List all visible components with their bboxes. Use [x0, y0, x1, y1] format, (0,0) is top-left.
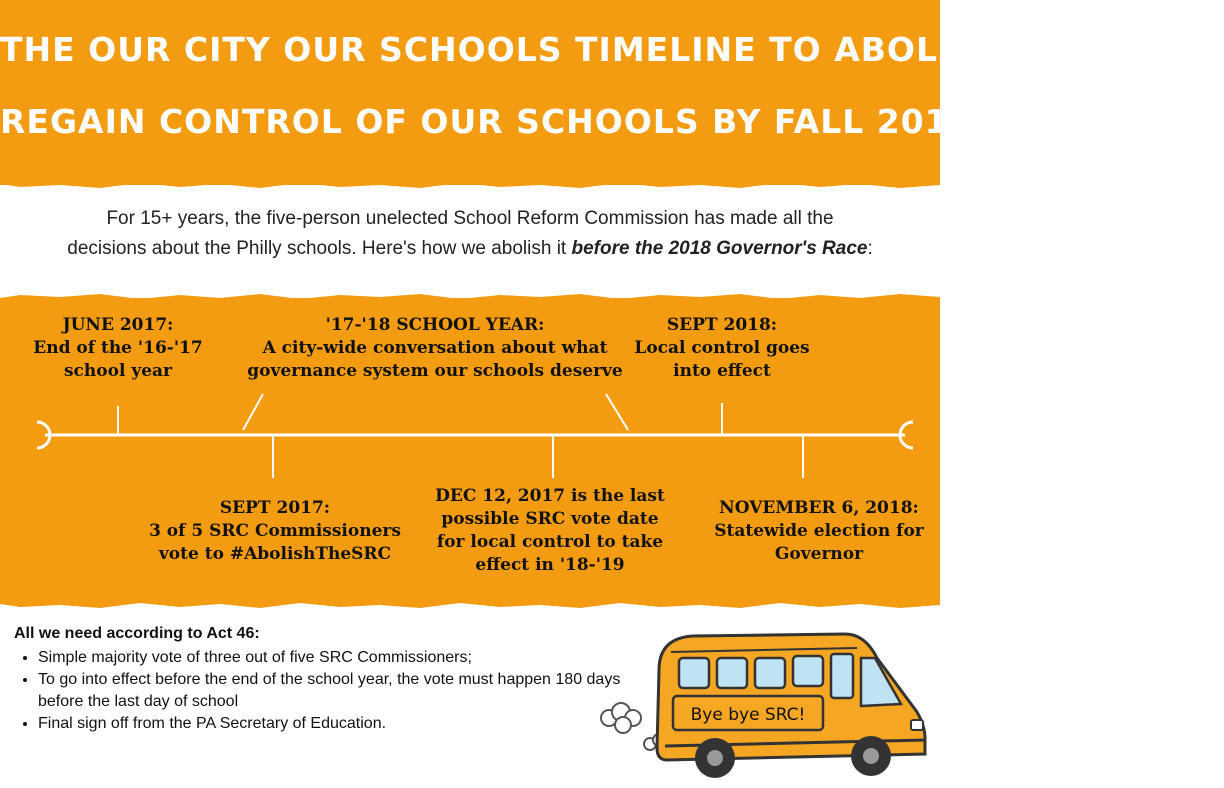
school-bus-illustration: [595, 608, 940, 788]
title-line-1: THE OUR CITY OUR SCHOOLS TIMELINE TO ABOLISH THE SRC &: [0, 30, 1224, 69]
milestone-june-2017-line-3: school year: [63, 361, 172, 381]
milestone-june-2017-line-1: JUNE 2017:: [62, 315, 174, 335]
milestone-dec-2017-line-3: for local control to take: [436, 532, 664, 552]
act-46-list: [14, 647, 654, 735]
title-line-2: REGAIN CONTROL OF OUR SCHOOLS BY FALL 2018: [0, 102, 973, 141]
intro-line-2: [0, 234, 940, 264]
intro-line-2-prefix: decisions about the Philly schools. Here's how we abolish it: [67, 238, 572, 259]
milestone-sept-2018-line-3: into effect: [673, 361, 771, 381]
milestone-school-year-line-1: '17-'18 SCHOOL YEAR:: [325, 315, 545, 335]
milestone-june-2017: [18, 314, 218, 383]
intro-paragraph: [0, 204, 940, 264]
bus-sign-text: Bye bye SRC!: [690, 705, 806, 725]
milestone-sept-2018: [622, 314, 822, 383]
milestone-sept-2017-line-1: SEPT 2017:: [219, 498, 331, 518]
milestone-nov-2018: [700, 497, 938, 566]
milestone-dec-2017-line-2: possible SRC vote date: [441, 509, 659, 529]
milestone-june-2017-line-2: End of the '16-'17: [33, 338, 203, 358]
intro-line-1: For 15+ years, the five-person unelected School Reform Commission has made all the: [106, 208, 834, 229]
milestone-school-year-line-3: governance system our schools deserve: [247, 361, 623, 381]
milestone-dec-2017-line-4: effect in '18-'19: [475, 555, 625, 575]
act-46-requirements: [14, 625, 654, 735]
milestone-sept-2017: [140, 497, 410, 566]
bus-headlight: [911, 720, 923, 730]
milestone-nov-2018-line-2: Statewide election for: [714, 521, 924, 541]
intro-suffix: :: [867, 238, 873, 259]
milestone-school-year: [235, 314, 635, 383]
milestone-sept-2018-line-2: Local control goes: [634, 338, 810, 358]
milestone-dec-2017: [420, 485, 680, 577]
act-46-heading: All we need according to Act 46:: [14, 625, 260, 642]
header-rough-edge: [0, 180, 940, 190]
act-46-item: • Simple majority vote of three out of five SRC Commissioners;: [38, 647, 654, 669]
tick-school-year-left: [243, 394, 263, 430]
milestone-nov-2018-line-3: Governor: [774, 544, 864, 564]
act-46-item: • Final sign off from the PA Secretary of Education.: [38, 713, 654, 735]
milestone-school-year-line-2: A city-wide conversation about what: [262, 338, 608, 358]
milestone-sept-2018-line-1: SEPT 2018:: [666, 315, 778, 335]
tick-school-year-right: [606, 394, 628, 430]
intro-emphasis: before the 2018 Governor's Race: [571, 238, 868, 259]
header-banner: [0, 0, 1224, 185]
milestone-dec-2017-line-1: DEC 12, 2017 is the last: [435, 486, 665, 506]
milestone-sept-2017-line-3: vote to #AbolishTheSRC: [158, 544, 392, 564]
milestone-sept-2017-line-2: 3 of 5 SRC Commissioners: [149, 521, 401, 541]
milestone-nov-2018-line-1: NOVEMBER 6, 2018:: [719, 498, 919, 518]
exhaust-cloud-icon: [601, 703, 665, 750]
act-46-item: • To go into effect before the end of the school year, the vote must happen 180 days before the last day of school: [38, 669, 654, 713]
